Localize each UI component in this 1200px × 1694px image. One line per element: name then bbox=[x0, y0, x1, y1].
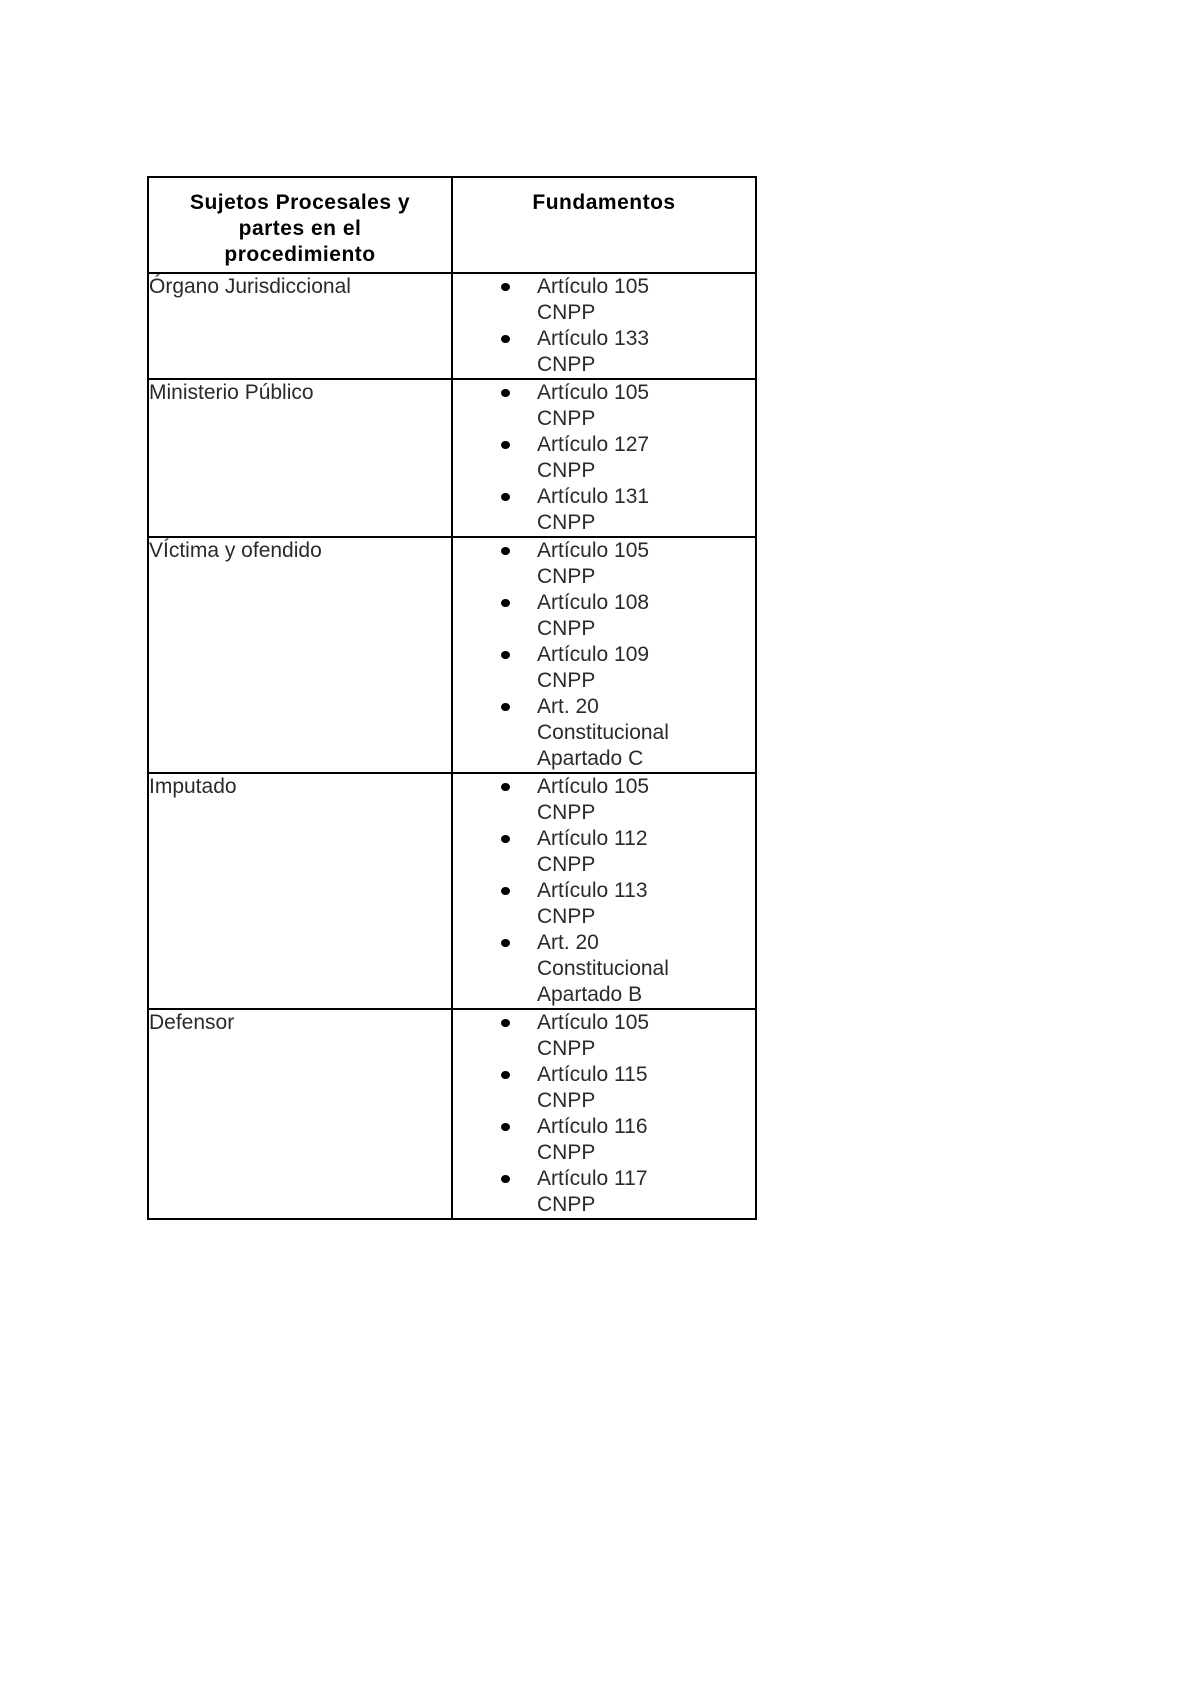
basis-text: Artículo 105 CNPP bbox=[537, 275, 650, 324]
list-item bbox=[501, 590, 707, 642]
basis-text: Artículo 108 CNPP bbox=[537, 591, 650, 640]
bullet-icon bbox=[501, 389, 510, 397]
subjects-table bbox=[147, 176, 757, 1220]
basis-list bbox=[453, 538, 755, 772]
list-item bbox=[501, 326, 707, 378]
basis-text: Artículo 109 CNPP bbox=[537, 643, 650, 692]
bullet-icon bbox=[501, 651, 510, 659]
table-header-row bbox=[148, 177, 756, 273]
list-item bbox=[501, 1010, 707, 1062]
table-row bbox=[148, 379, 756, 537]
bullet-icon bbox=[501, 441, 510, 449]
basis-cell bbox=[452, 537, 756, 773]
subject-cell: Defensor bbox=[148, 1009, 452, 1219]
subject-cell: Órgano Jurisdiccional bbox=[148, 273, 452, 379]
bullet-icon bbox=[501, 783, 510, 791]
bullet-icon bbox=[501, 703, 510, 711]
subject-cell: Imputado bbox=[148, 773, 452, 1009]
basis-list bbox=[453, 774, 755, 1008]
basis-cell bbox=[452, 1009, 756, 1219]
list-item bbox=[501, 484, 707, 536]
basis-list bbox=[453, 1010, 755, 1218]
list-item bbox=[501, 274, 707, 326]
list-item bbox=[501, 642, 707, 694]
subject-cell: VÍctima y ofendido bbox=[148, 537, 452, 773]
list-item bbox=[501, 432, 707, 484]
subject-cell: Ministerio Público bbox=[148, 379, 452, 537]
table-row bbox=[148, 273, 756, 379]
bullet-icon bbox=[501, 1019, 510, 1027]
list-item bbox=[501, 538, 707, 590]
bullet-icon bbox=[501, 1175, 510, 1183]
basis-list bbox=[453, 274, 755, 378]
basis-text: Artículo 105 CNPP bbox=[537, 1011, 650, 1060]
header-subjects bbox=[148, 177, 452, 273]
list-item bbox=[501, 380, 707, 432]
basis-text: Artículo 127 CNPP bbox=[537, 433, 650, 482]
basis-text: Art. 20 Constitucional Apartado C bbox=[537, 695, 669, 770]
table-row bbox=[148, 537, 756, 773]
bullet-icon bbox=[501, 335, 510, 343]
basis-cell bbox=[452, 773, 756, 1009]
bullet-icon bbox=[501, 547, 510, 555]
header-subjects-label: Sujetos Procesales y partes en el procedimiento bbox=[189, 191, 411, 266]
bullet-icon bbox=[501, 283, 510, 291]
basis-text: Artículo 105 CNPP bbox=[537, 775, 650, 824]
basis-text: Artículo 113 CNPP bbox=[537, 879, 648, 928]
basis-cell bbox=[452, 273, 756, 379]
bullet-icon bbox=[501, 493, 510, 501]
list-item bbox=[501, 1114, 707, 1166]
basis-list bbox=[453, 380, 755, 536]
bullet-icon bbox=[501, 887, 510, 895]
basis-text: Artículo 133 CNPP bbox=[537, 327, 650, 376]
basis-text: Artículo 115 CNPP bbox=[537, 1063, 648, 1112]
basis-text: Artículo 117 CNPP bbox=[537, 1167, 648, 1216]
table-row bbox=[148, 773, 756, 1009]
list-item bbox=[501, 930, 707, 1008]
table-row bbox=[148, 1009, 756, 1219]
bullet-icon bbox=[501, 1123, 510, 1131]
header-basis bbox=[452, 177, 756, 273]
basis-text: Art. 20 Constitucional Apartado B bbox=[537, 931, 669, 1006]
basis-text: Artículo 105 CNPP bbox=[537, 381, 650, 430]
basis-text: Artículo 105 CNPP bbox=[537, 539, 650, 588]
bullet-icon bbox=[501, 835, 510, 843]
list-item bbox=[501, 878, 707, 930]
basis-text: Artículo 131 CNPP bbox=[537, 485, 650, 534]
list-item bbox=[501, 1062, 707, 1114]
basis-text: Artículo 116 CNPP bbox=[537, 1115, 648, 1164]
bullet-icon bbox=[501, 939, 510, 947]
list-item bbox=[501, 694, 707, 772]
bullet-icon bbox=[501, 1071, 510, 1079]
header-basis-label: Fundamentos bbox=[532, 191, 676, 214]
basis-text: Artículo 112 CNPP bbox=[537, 827, 648, 876]
basis-cell bbox=[452, 379, 756, 537]
bullet-icon bbox=[501, 599, 510, 607]
list-item bbox=[501, 774, 707, 826]
list-item bbox=[501, 1166, 707, 1218]
list-item bbox=[501, 826, 707, 878]
